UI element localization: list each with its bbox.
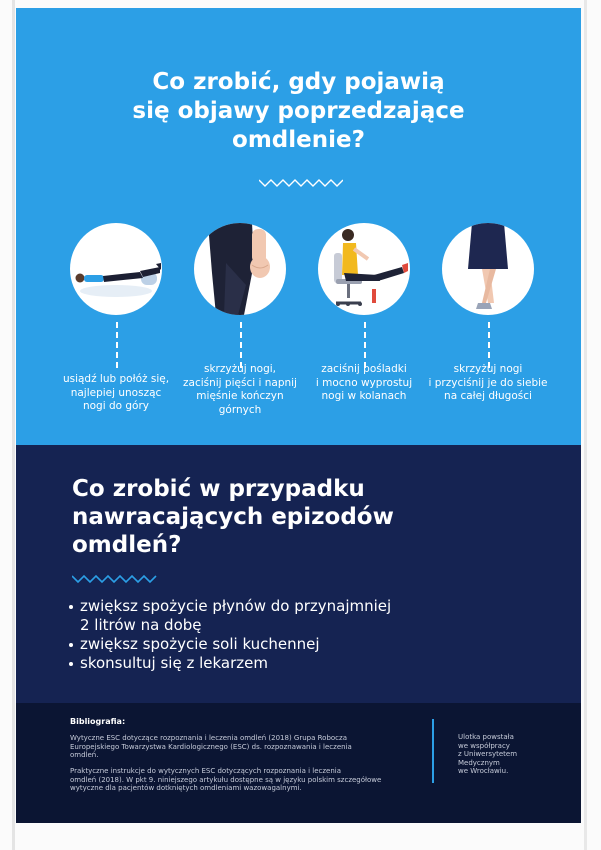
cooperation-note xyxy=(458,733,517,776)
dashed-connector xyxy=(240,322,242,368)
list-item-line: 2 litrów na dobę xyxy=(80,616,202,634)
scan-edge-left xyxy=(12,0,15,850)
title-line: Co zrobić, gdy pojawią xyxy=(152,69,445,95)
bullet-dot-icon xyxy=(69,662,73,666)
step-2-caption xyxy=(170,363,310,417)
advice-list xyxy=(69,597,391,673)
caption-line: skrzyżuj nogi xyxy=(453,363,523,375)
title-line: Co zrobić w przypadku xyxy=(72,476,365,502)
caption-line: zaciśnij pięści i napnij xyxy=(183,376,297,389)
footer-divider xyxy=(432,719,434,783)
caption-line: i mocno wyprostuj xyxy=(315,376,413,389)
caption-line: najlepiej unosząc xyxy=(70,386,162,399)
title-line: omdlenie? xyxy=(232,127,365,153)
bib-line: wytyczne dla pacjentów dotkniętych omdleniami wazowagalnymi. xyxy=(70,784,302,792)
caption-line: i przyciśnij je do siebie xyxy=(428,376,548,389)
bib-line: omdleń. xyxy=(70,751,99,759)
note-line: Ulotka powstała xyxy=(458,733,514,741)
title-line: nawracających epizodów xyxy=(72,504,394,530)
bibliography-heading: Bibliografia: xyxy=(70,717,126,726)
note-line: z Uniwersytetem xyxy=(458,750,518,758)
list-item xyxy=(69,635,391,654)
section1-title xyxy=(16,68,581,155)
caption-line: mięśnie kończyn xyxy=(196,390,284,402)
bibliography-entry-1 xyxy=(70,734,390,760)
bib-line: omdleń (2018). W pkt 9. niniejszego artykułu dostępne są w języku polskim szczegółowe xyxy=(70,775,382,784)
note-line: Medycznym xyxy=(458,758,500,767)
standing-crossed-legs-icon xyxy=(442,223,534,315)
crossed-legs-clenched-fist-icon xyxy=(194,223,286,315)
list-item-line: zwiększ spożycie soli kuchennej xyxy=(80,635,320,653)
step-1-caption xyxy=(46,373,186,414)
bibliography-entry-2 xyxy=(70,767,390,793)
caption-line: nogi do góry xyxy=(82,400,150,412)
lying-legs-raised-icon xyxy=(70,223,162,315)
caption-line: na całej długości xyxy=(444,390,532,402)
bib-line: Europejskiego Towarzystwa Kardiologicznego (ESC) ds. rozpoznawania i leczenia xyxy=(70,742,352,751)
syncope-prevention-section xyxy=(16,8,581,445)
zigzag-divider-icon xyxy=(72,574,158,584)
bullet-dot-icon xyxy=(69,643,73,647)
caption-line: górnych xyxy=(218,403,262,416)
caption-line: nogi w kolanach xyxy=(321,390,407,402)
scan-edge-right xyxy=(584,0,587,850)
list-item xyxy=(69,654,391,673)
note-line: we Wrocławiu. xyxy=(458,767,509,775)
dashed-connector xyxy=(116,322,118,368)
bibliography-footer xyxy=(16,703,581,823)
zigzag-divider-icon xyxy=(259,178,343,188)
caption-line: skrzyżuj nogi, xyxy=(203,363,276,375)
step-3-caption xyxy=(294,363,434,404)
step-4-caption xyxy=(418,363,558,404)
list-item-line: zwiększ spożycie płynów do przynajmniej xyxy=(80,597,392,615)
dashed-connector xyxy=(488,322,490,368)
note-line: we współpracy xyxy=(458,741,510,750)
caption-line: usiądź lub połóż się, xyxy=(62,373,170,385)
sitting-leg-straightened-icon xyxy=(318,223,410,315)
recurrent-syncope-section xyxy=(16,445,581,703)
bullet-dot-icon xyxy=(69,605,73,609)
list-item xyxy=(69,597,391,635)
caption-line: zaciśnij pośladki xyxy=(321,363,407,375)
title-line: omdleń? xyxy=(72,532,182,558)
section2-title xyxy=(72,475,394,559)
bib-line: Wytyczne ESC dotyczące rozpoznania i leczenia omdleń (2018) Grupa Robocza xyxy=(70,734,347,742)
bib-line: Praktyczne instrukcje do wytycznych ESC dotyczących rozpoznania i leczenia xyxy=(70,767,342,775)
dashed-connector xyxy=(364,322,366,368)
title-line: się objawy poprzedzające xyxy=(132,98,465,124)
list-item-line: skonsultuj się z lekarzem xyxy=(80,654,268,672)
